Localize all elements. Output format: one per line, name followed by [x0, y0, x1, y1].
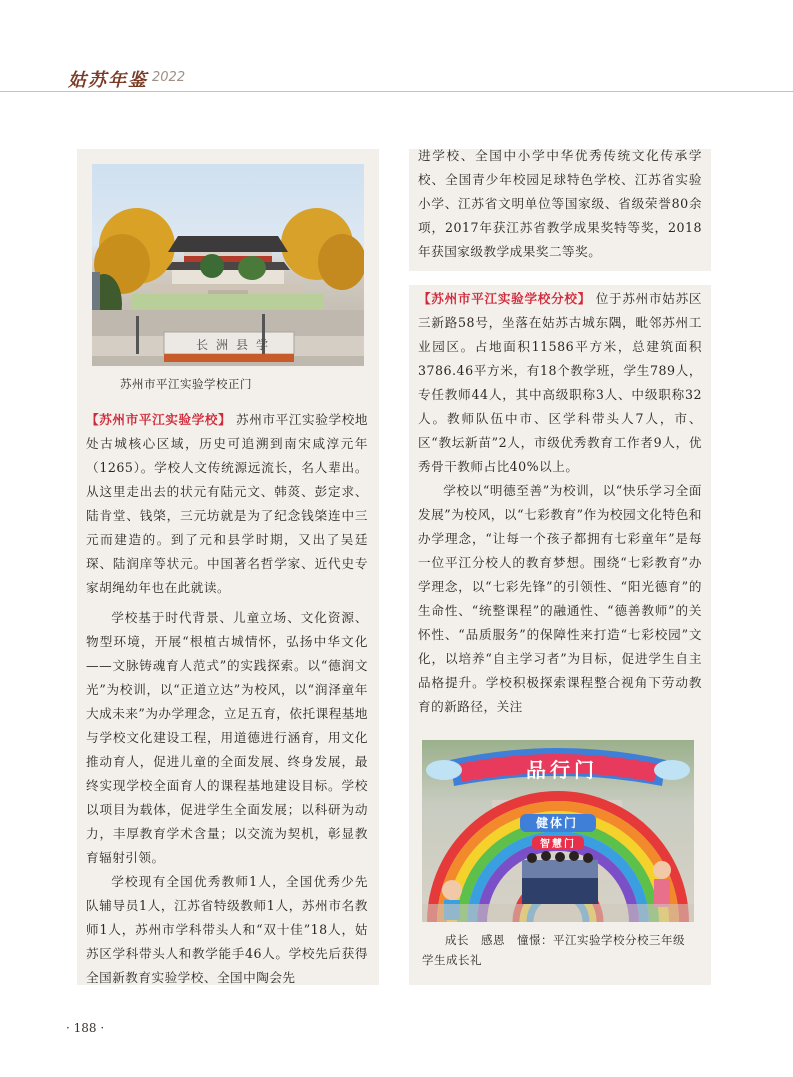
header-rule — [0, 91, 793, 92]
left-paragraph-1-body: 苏州市平江实验学校地处古城核心区域，历史可追溯到南宋咸淳元年（1265）。学校人文传统源远流长，名人辈出。从这里走出去的状元有陆元文、韩菼、彭定求、陆肯堂、钱棨，三元坊就是为了纪念钱棨连中三元而建造的。到了元和县学时期，又出了吴廷琛、陆润庠等状元。中国著名哲学家、近代史专家胡绳幼年也在此就读。 — [86, 412, 369, 595]
gate-plaque-text: 长洲县学 — [196, 338, 277, 352]
arch-middle-label: 健体门 — [536, 816, 579, 830]
right-top-text — [418, 144, 702, 264]
left-paragraph-2: 学校基于时代背景、儿童立场、文化资源、物型环境，开展“根植古城情怀，弘扬中华文化——文脉铸魂育人范式”的实践探索。以“德润文光”为校训，以“正道立达”为校风，以“润泽童年大成未来”为办学理念，立足五育，依托课程基地与学校文化建设工程，用道德进行涵育，用文化推动育人，促进儿童的全面发展、终身发展，最终实现学校全面育人的课程基地建设目标。学校以项目为载体，促进学生全面发展；以科研为动力，丰厚教育学术含量；以交流为契机，彰显教育辐射引领。 — [86, 610, 368, 865]
right-continuation-paragraph: 进学校、全国中小学中华优秀传统文化传承学校、全国青少年校园足球特色学校、江苏省实验小学、江苏省文明单位等国家级、省级荣誉80余项，2017年获江苏省教学成果奖特等奖，2018年获国家级教学成果奖二等奖。 — [418, 148, 702, 259]
right-bottom-text — [418, 287, 702, 719]
yearbook-year: 2022 — [152, 70, 186, 85]
yearbook-title: 姑苏年鉴 — [68, 70, 148, 91]
school-heading-branch: 【苏州市平江实验学校分校】 — [418, 291, 592, 306]
school-heading-main: 【苏州市平江实验学校】 — [86, 412, 232, 427]
left-paragraph-3: 学校现有全国优秀教师1人，全国优秀少先队辅导员1人，江苏省特级教师1人，苏州市名教师1人，苏州市学科带头人和“双十佳”18人，姑苏区学科带头人和教学能手46人。学校先后获得全国新教育实验学校、全国中陶会先 — [86, 874, 368, 985]
arch-top-label: 品行门 — [526, 758, 598, 782]
coming-of-age-ceremony-photo — [422, 740, 694, 922]
right-paragraph-1 — [418, 287, 702, 479]
school-gate-photo — [92, 164, 364, 366]
page-number: · 188 · — [66, 1021, 105, 1035]
running-head — [0, 0, 793, 92]
photo1-caption: 苏州市平江实验学校正门 — [120, 377, 252, 391]
left-paragraph-1 — [86, 408, 368, 600]
arch-low-label: 智慧门 — [540, 839, 576, 850]
photo2-caption: 成长 感恩 憧憬：平江实验学校分校三年级学生成长礼 — [422, 933, 685, 967]
right-paragraph-1-body: 位于苏州市姑苏区三新路58号，坐落在姑苏古城东隅，毗邻苏州工业园区。占地面积11586平方米，总建筑面积3786.46平方米，有18个教学班，学生789人，专任教师44人，其中高级职称3人、中级职称32人。教师队伍中市、区学科带头人7人，市、区“教坛新苗”2人，市级优秀教育工作者9人，优秀骨干教师占比40%以上。 — [418, 291, 702, 474]
right-paragraph-2: 学校以“明德至善”为校训，以“快乐学习全面发展”为校风，以“七彩教育”作为校园文化特色和办学理念，“让每一个孩子都拥有七彩童年”是每一位平江分校人的教育梦想。围绕“七彩教育”办学理念，以“七彩先锋”的引领性、“阳光德育”的生命性、“统整课程”的融通性、“德善教师”的关怀性、“品质服务”的保障性来打造“七彩校园”文化，以培养“自主学习者”为目标，促进学生自主品格提升。学校积极探索课程整合视角下劳动教育的新路径，关注 — [418, 483, 702, 714]
left-column-text — [86, 408, 368, 990]
